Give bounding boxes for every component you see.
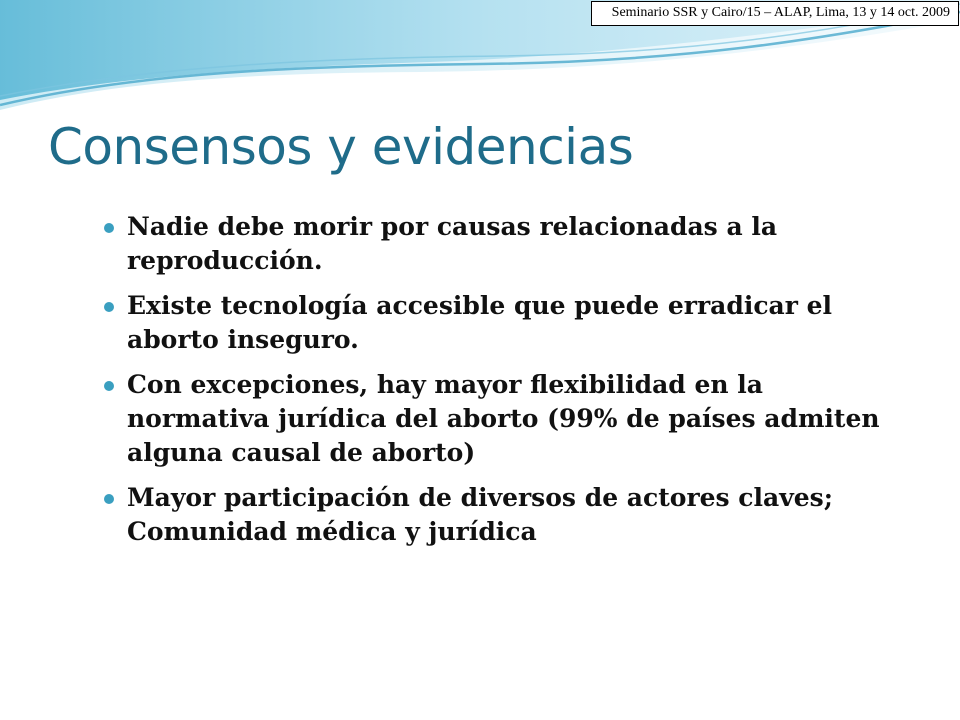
- bullet-item: [104, 481, 904, 549]
- bullet-item: [104, 289, 904, 357]
- bullet-text: Nadie debe morir por causas relacionadas a la reproducción.: [127, 212, 778, 275]
- bullet-dot-icon: [104, 302, 114, 312]
- bullet-dot-icon: [104, 381, 114, 391]
- header-caption: Seminario SSR y Cairo/15 – ALAP, Lima, 13 y 14 oct. 2009: [591, 1, 959, 26]
- bullet-text: Con excepciones, hay mayor flexibilidad en la normativa jurídica del aborto (99% de países admiten alguna causal de aborto): [127, 370, 880, 467]
- bullet-dot-icon: [104, 223, 114, 233]
- bullet-item: [104, 210, 904, 278]
- bullet-text: Mayor participación de diversos de actores claves; Comunidad médica y jurídica: [127, 483, 833, 546]
- bullet-dot-icon: [104, 494, 114, 504]
- bullet-text: Existe tecnología accesible que puede erradicar el aborto inseguro.: [127, 291, 833, 354]
- slide-title: Consensos y evidencias: [48, 118, 634, 176]
- bullet-list: [104, 210, 904, 560]
- bullet-item: [104, 368, 904, 470]
